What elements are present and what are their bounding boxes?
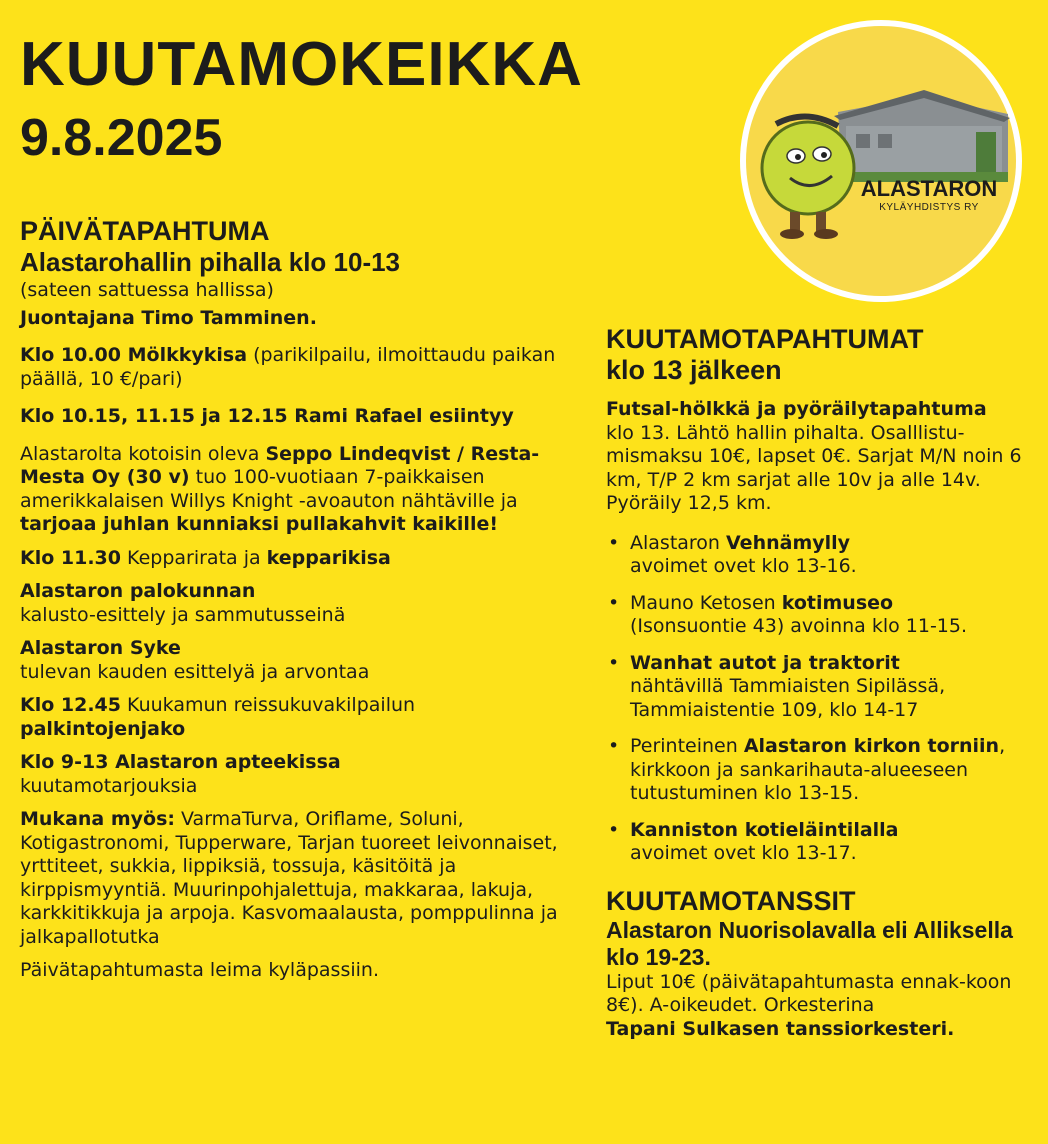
cars-text: nähtävillä Tammiaisten Sipilässä, Tammiaistentie 109, klo 14-17	[630, 675, 946, 721]
day-event-location: Alastarohallin pihalla klo 10-13	[20, 247, 401, 277]
list-item	[606, 819, 1036, 866]
kuukamu-item	[20, 694, 565, 741]
association-logo	[740, 20, 1022, 302]
seppo-item	[20, 443, 565, 537]
mill-text: avoimet ovet klo 13-16.	[630, 555, 857, 577]
keppari-item	[20, 547, 565, 571]
mill-name: Vehnämylly	[726, 531, 851, 554]
mukana-label: Mukana myös:	[20, 808, 175, 830]
logo-subtitle: KYLÄYHDISTYS RY	[879, 202, 979, 213]
kuukamu-prizes: palkintojenjako	[20, 717, 186, 740]
molkky-details: (parikilpailu, ilmoittaudu paikan päällä, 10 €/pari)	[20, 344, 556, 390]
museum-name: kotimuseo	[781, 591, 894, 614]
museum-text: (Isonsuontie 43) avoinna klo 11-15.	[630, 615, 968, 637]
moonlight-time: klo 13 jälkeen	[606, 355, 782, 385]
host-line: Juontajana Timo Tamminen.	[20, 306, 317, 329]
moon-mascot-icon	[746, 26, 1016, 296]
seppo-name: Seppo Lindeqvist / Resta-Mesta Oy (30 v)	[20, 442, 540, 488]
list-item	[606, 735, 1036, 806]
syke-item	[20, 637, 565, 684]
palokunta-text: kalusto-esittely ja sammutusseinä	[20, 603, 346, 626]
kuukamu-time: Klo 12.45	[20, 694, 122, 716]
apteekki-text: kuutamotarjouksia	[20, 774, 198, 797]
seppo-intro: Alastarolta kotoisin oleva	[20, 442, 266, 465]
keppari-contest: kepparikisa	[266, 546, 391, 569]
rami-item: Klo 10.15, 11.15 ja 12.15 Rami Rafael esiintyy	[20, 405, 514, 427]
palokunta-item	[20, 580, 565, 627]
church-name: Alastaron kirkon torniin	[743, 735, 1000, 757]
day-event-heading: PÄIVÄTAPAHTUMA	[20, 216, 270, 246]
rain-note: (sateen sattuessa hallissa)	[20, 279, 274, 301]
day-event-column	[20, 216, 565, 983]
list-item	[606, 652, 1036, 723]
dance-orchestra: Tapani Sulkasen tanssiorkesteri.	[606, 1017, 955, 1040]
molkky-item	[20, 344, 565, 391]
syke-text: tulevan kauden esittelyä ja arvontaa	[20, 660, 370, 683]
church-text: , kirkkoon ja sankarihauta-alueeseen tutustuminen klo 13-15.	[630, 735, 1006, 804]
logo-name: ALASTARON	[860, 176, 998, 201]
futsal-title: Futsal-hölkkä ja pyöräilytapahtuma	[606, 398, 987, 420]
mukana-text: VarmaTurva, Oriflame, Soluni, Kotigastronomi, Tupperware, Tarjan tuoreet leivonnaiset, yrttiteet, sukkia, lippiksiä, tossuja, käsitöitä ja kirppismyyntiä. Muurinpohjalettuja, makkaraa, lakuja, karkkitikkuja ja arpoja. Kasvomaalausta, pomppulinna ja jalkapallotutka	[20, 808, 558, 948]
seppo-text: tuo 100-vuotiaan 7-paikkaisen amerikkalaisen Willys Knight -avoauton nähtäville ja	[20, 466, 518, 512]
apteekki-title: Klo 9-13 Alastaron apteekissa	[20, 751, 341, 773]
list-item	[606, 532, 1036, 579]
keppari-text: Kepparirata ja	[121, 546, 267, 569]
museum-prefix: Mauno Ketosen	[630, 591, 782, 614]
kuukamu-text: Kuukamun reissukuvakilpailun	[121, 694, 416, 716]
dance-location: Alastaron Nuorisolavalla eli Alliksella klo 19-23.	[606, 916, 1013, 970]
apteekki-item	[20, 751, 565, 798]
mill-prefix: Alastaron	[630, 531, 727, 554]
keppari-time: Klo 11.30	[20, 546, 122, 569]
dance-heading: KUUTAMOTANSSIT	[606, 885, 856, 916]
syke-title: Alastaron Syke	[20, 637, 181, 659]
church-prefix: Perinteinen	[630, 735, 744, 757]
stamp-note: Päivätapahtumasta leima kyläpassiin.	[20, 959, 379, 981]
palokunta-title: Alastaron palokunnan	[20, 580, 256, 602]
moonlight-list	[606, 532, 1036, 866]
cars-title: Wanhat autot ja traktorit	[630, 651, 900, 674]
event-title: KUUTAMOKEIKKA	[20, 30, 583, 99]
molkky-title: Klo 10.00 Mölkkykisa	[20, 344, 248, 366]
dance-section	[606, 886, 1036, 1042]
logo-badge	[746, 26, 1016, 296]
moonlight-events-column	[606, 324, 1036, 1041]
farm-title: Kanniston kotieläintilalla	[630, 818, 899, 841]
futsal-text: klo 13. Lähtö hallin pihalta. Osalllistu-mismaksu 10€, lapset 0€. Sarjat M/N noin 6 km, T/P 2 km sarjat alle 10v ja alle 14v. Pyöräily 12,5 km.	[606, 421, 1022, 514]
farm-text: avoimet ovet klo 13-17.	[630, 842, 857, 864]
dance-text: Liput 10€ (päivätapahtumasta ennak-koon 8€). A-oikeudet. Orkesterina	[606, 970, 1012, 1016]
mukana-item	[20, 808, 565, 949]
event-date: 9.8.2025	[20, 109, 223, 167]
list-item	[606, 592, 1036, 639]
moonlight-heading: KUUTAMOTAPAHTUMAT	[606, 324, 924, 354]
seppo-coffee: tarjoaa juhlan kunniaksi pullakahvit kaikille!	[20, 513, 499, 535]
futsal-item	[606, 398, 1036, 516]
